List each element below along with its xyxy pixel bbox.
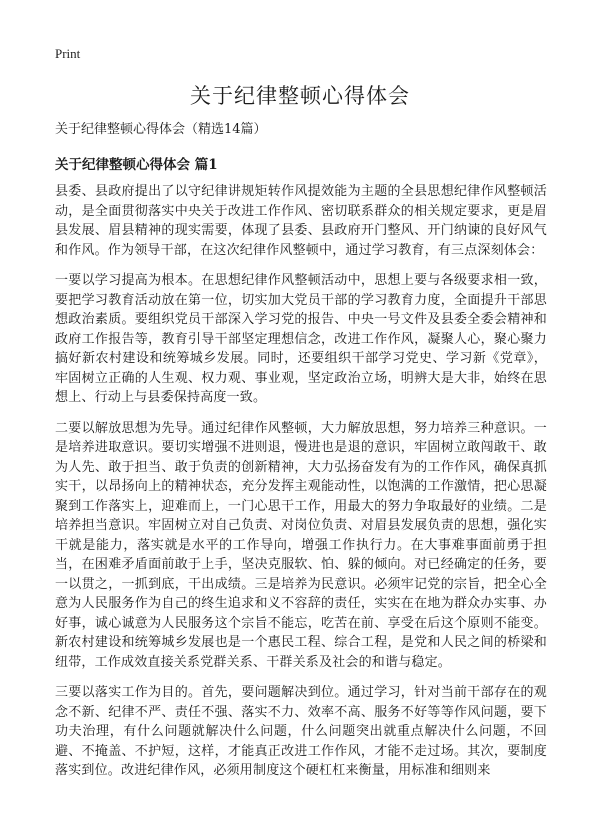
document-body — [55, 121, 547, 792]
paragraph-point-two: 二要以解放思想为先导。通过纪律作风整顿，大力解放思想，努力培养三种意识。一是培养进取意识。要切实增强不进则退，慢进也是退的意识，牢固树立敢闯敢干、敢为人先、敢于担当、敢于负责的创新精神，大力弘扬奋发有为的工作作风，确保真抓实干，以昂扬向上的精神状态，充分发挥主观能动性，以饱满的工作激情，把心思凝聚到工作落实上，迎难而上，一门心思干工作，用最大的努力争取最好的业绩。二是培养担当意识。牢固树立对自己负责、对岗位负责、对眉县发展负责的思想，强化实干就是能力，落实就是水平的工作导向，增强工作执行力。在大事难事面前勇于担当，在困难矛盾面前敢于上手，坚决克服软、怕、躲的倾向。对已经确定的任务，要一以贯之，一抓到底，干出成绩。三是培养为民意识。必须牢记党的宗旨，把全心全意为人民服务作为自己的终生追求和义不容辞的责任，实实在在地为群众办实事、办好事，诚心诚意为人民服务这个宗旨不能忘，吃苦在前、享受在后这个原则不能变。新农村建设和统筹城乡发展也是一个惠民工程、综合工程，是党和人民之间的桥梁和纽带，工作成效直接关系党群关系、干群关系及社会的和谐与稳定。 — [55, 420, 547, 670]
document-subtitle: 关于纪律整顿心得体会（精选14篇） — [55, 122, 267, 137]
section-heading: 关于纪律整顿心得体会 篇1 — [55, 157, 218, 173]
document-title: 关于纪律整顿心得体会 — [190, 84, 410, 108]
print-link[interactable]: Print — [55, 46, 81, 61]
paragraph-point-three: 三要以落实工作为目的。首先，要问题解决到位。通过学习，针对当前干部存在的观念不新、纪律不严、责任不强、落实不力、效率不高、服务不好等等作风问题，要下功夫治理，有什么问题就解决什么问题，什么问题突出就重点解决什么问题，不回避、不掩盖、不护短，这样，才能真正改进工作作风，才能不走过场。其次，要制度落实到位。改进纪律作风，必须用制度这个硬杠杠来衡量，用标准和细则来 — [55, 685, 547, 778]
paragraph-intro: 县委、县政府提出了以守纪律讲规矩转作风提效能为主题的全县思想纪律作风整顿活动，是全面贯彻落实中央关于改进工作作风、密切联系群众的相关规定要求，更是眉县发展、眉县精神的现实需要，体现了县委、县政府开门整风、开门纳谏的良好风气和作风。作为领导干部，在这次纪律作风整顿中，通过学习教育，有三点深刻体会： — [55, 184, 547, 258]
paragraph-point-one: 一要以学习提高为根本。在思想纪律作风整顿活动中，思想上要与各级要求相一致，要把学习教育活动放在第一位，切实加大党员干部的学习教育力度，全面提升干部思想政治素质。要组织党员干部深入学习党的报告、中央一号文件及县委全委会精神和政府工作报告等，教育引导干部坚定理想信念，改进工作作风，凝聚人心，聚心聚力搞好新农村建设和统筹城乡发展。同时，还要组织干部学习党史、学习新《党章》，牢固树立正确的人生观、权力观、事业观，坚定政治立场，明辨大是大非，始终在思想上、行动上与县委保持高度一致。 — [55, 273, 547, 405]
